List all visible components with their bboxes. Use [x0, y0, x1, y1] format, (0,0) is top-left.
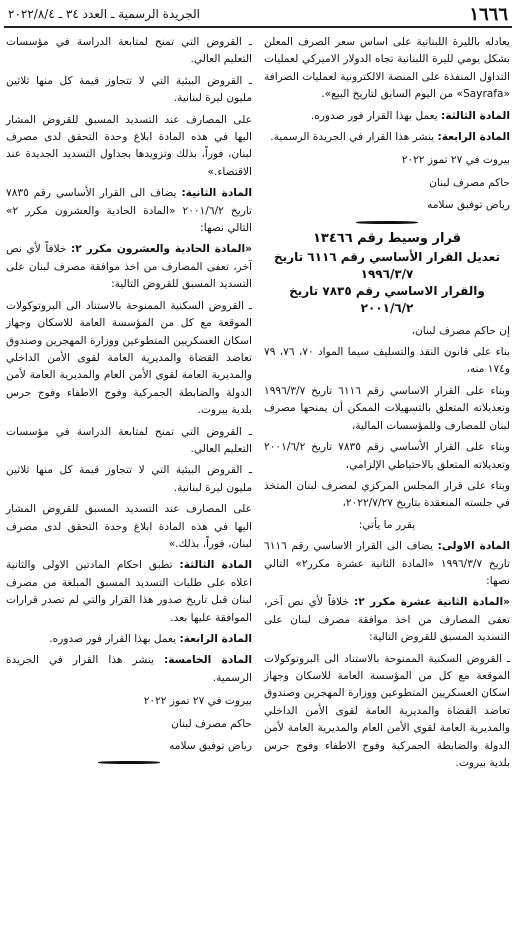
decides-line: يقرر ما يأتي: — [358, 518, 416, 531]
left-column — [6, 34, 252, 770]
article-3 — [264, 108, 510, 125]
paragraph: يعادله بالليرة اللبنانية على اساس سعر الصرف المعلن بشكل يومي لليرة اللبنانية تجاه الدولار الاميركي لعمليات التداول المنفذة على المنصة الالكترونية لعمليات الصرافة «Sayrafa» من اليوم السابق لتاريخ البيع». — [264, 36, 510, 101]
article-label: المادة الثانية: — [181, 187, 252, 200]
article-text: تطبق احكام المادتين الاولى والثانية اعلاه على طلبات التسديد المسبق المبلغة من مصرف لبنان قبل تاريخ صدور هذا القرار والتي لم تصدر قرارات الموافقة عليها بعد. — [6, 559, 252, 624]
section-divider — [356, 221, 418, 224]
article-text: خلافاً لأي نص آخر، تعفى المصارف من اخذ موافقة مصرف لبنان على التسديد المسبق للقروض التالية: — [264, 596, 510, 644]
paragraph: وبناء على القرار الاساسي رقم ٦١١٦ تاريخ ١٩٩٦/٣/٧ وتعديلاته المتعلق بالتسهيلات الممكن أن يمنحها مصرف لبنان للمصارف وللمؤسسات المالية، — [264, 384, 510, 432]
paragraph: على المصارف عند التسديد المسبق للقروض المشار اليها في هذه المادة ابلاغ وحدة التحقق لدى مصرف لبنان، فوراً، بذلك.» — [6, 503, 252, 550]
preamble: إن حاكم مصرف لبنان، — [411, 324, 510, 337]
article-label: المادة الرابعة: — [179, 633, 252, 645]
right-column — [264, 34, 510, 776]
paragraph: على المصارف عند التسديد المسبق للقروض المشار اليها في هذه المادة ابلاغ وحدة التحقق لدى مصرف لبنان، فوراً، بذلك وتزويدها بجداول التسديد الجديدة عند الاقتضاء.» — [6, 113, 252, 178]
article-text: يعمل بهذا القرار فور صدوره. — [310, 109, 442, 122]
article-2 — [6, 185, 252, 237]
page-header — [4, 4, 512, 28]
signature-block — [264, 152, 510, 214]
decision-title: قرار وسيط رقم ١٣٤٦٦ — [312, 230, 462, 246]
article-label: المادة الخامسة: — [164, 654, 252, 667]
paragraph: ـ القروض البيئية التي لا تتجاوز قيمة كل منها ثلاثين مليون ليرة لبنانية. — [6, 74, 252, 105]
article-text: خلافاً لأي نص آخر، تعفى المصارف من اخذ موافقة مصرف لبنان على التسديد المسبق للقروض التالية: — [6, 243, 252, 291]
article-text: ينشر هذا القرار في الجريدة الرسمية. — [6, 654, 252, 684]
article-label: المادة الرابعة: — [437, 131, 510, 144]
page-number: ١٦٦٦ — [469, 4, 508, 25]
paragraph: ـ القروض السكنية الممنوحة بالاستناد الى البروتوكولات الموقعة مع كل من المؤسسة العامة للاسكان وجهاز اسكان العسكريين المتطوعين ووزارة المهجرين وصندوق تعاضد القضاة والمديرية العامة لقوى الأمن الداخلي والمديرية العامة لقوى الأمن العام والمديرية العامة لأمن الدولة والضابطة الجمركية وفوج الاطفاء وفوج حرس بلدية بيروت. — [264, 652, 510, 769]
paragraph: وبناء على القرار الأساسي رقم ٧٨٣٥ تاريخ ٢٠٠١/٦/٢ وتعديلاته المتعلق بالاحتياطي الإلزامي، — [264, 441, 510, 471]
section-divider — [98, 761, 160, 764]
article-label: المادة الثالثة: — [441, 109, 510, 122]
article-label: «المادة الحادية والعشرون مكرر ٢: — [71, 243, 252, 256]
article-3 — [6, 557, 252, 627]
signature-date: بيروت في ٢٧ تموز ٢٠٢٢ — [401, 154, 510, 167]
signature-name: رياض توفيق سلامه — [169, 740, 252, 753]
paragraph: ـ القروض السكنية الممنوحة بالاستناد الى البروتوكولات الموقعة مع كل من المؤسسة العامة للاسكان وجهاز اسكان العسكريين المتطوعين ووزارة المهجرين وصندوق تعاضد القضاة والمديرية العامة لقوى الأمن الداخلي والمديرية العامة لقوى الأمن العام والمديرية العامة لأمن الدولة والضابطة الجمركية وفوج الاطفاء وفوج حرس بلدية بيروت. — [6, 299, 252, 417]
decision-subtitle: والقرار الاساسي رقم ٧٨٣٥ تاريخ ٢٠٠١/٦/٢ — [289, 283, 485, 315]
signature-title: حاكم مصرف لبنان — [429, 176, 510, 189]
paragraph: وبناء على قرار المجلس المركزي لمصرف لبنان المتخذ في جلسته المنعقدة بتاريخ ٢٠٢٢/٧/٢٧، — [264, 479, 510, 510]
article-1 — [264, 538, 510, 590]
paragraph: بناء على قانون النقد والتسليف سيما المواد ٧٠، ٧٦، ٧٩ و١٧٤ منه، — [264, 346, 511, 376]
article-text: ينشر هذا القرار في الجريدة الرسمية. — [270, 131, 438, 144]
decision-subtitle: تعديل القرار الأساسي رقم ٦١١٦ تاريخ ١٩٩٦/٣/٧ — [274, 249, 500, 281]
paragraph: ـ القروض البيئية التي لا تتجاوز قيمة كل منها ثلاثين مليون ليرة لبنانية. — [6, 464, 252, 494]
article-12-bis-2 — [264, 594, 510, 646]
gazette-issue-info: الجريدة الرسمية ـ العدد ٣٤ ـ ٢٠٢٢/٨/٤ — [8, 7, 200, 21]
article-text: يعمل بهذا القرار فور صدوره. — [49, 633, 180, 645]
article-4 — [6, 631, 252, 648]
signature-title: حاكم مصرف لبنان — [171, 717, 252, 730]
article-4 — [264, 129, 510, 146]
article-label: المادة الثالثة: — [179, 559, 252, 572]
article-21-bis-2 — [6, 241, 252, 293]
article-text: يضاف الى القرار الأساسي رقم ٧٨٣٥ تاريخ ٢٠٠١/٦/٢ «المادة الحادية والعشرون مكرر ٢» التالي نصها: — [6, 187, 252, 235]
article-label: «المادة الثانية عشرة مكرر ٢: — [354, 596, 510, 609]
signature-name: رياض توفيق سلامه — [427, 199, 510, 212]
signature-date: بيروت في ٢٧ تموز ٢٠٢٢ — [143, 695, 252, 708]
signature-block — [6, 693, 252, 755]
paragraph: ـ القروض التي تمنح لمتابعة الدراسة في مؤسسات التعليم العالي. — [6, 425, 252, 455]
article-text: يضاف الى القرار الاساسي رقم ٦١١٦ تاريخ ١٩٩٦/٣/٧ «المادة الثانية عشرة مكرر٢» التالي نصها: — [264, 540, 510, 587]
paragraph: ـ القروض التي تمنح لمتابعة الدراسة في مؤسسات التعليم العالي. — [6, 36, 252, 66]
article-5 — [6, 652, 252, 687]
article-label: المادة الاولى: — [437, 540, 510, 553]
